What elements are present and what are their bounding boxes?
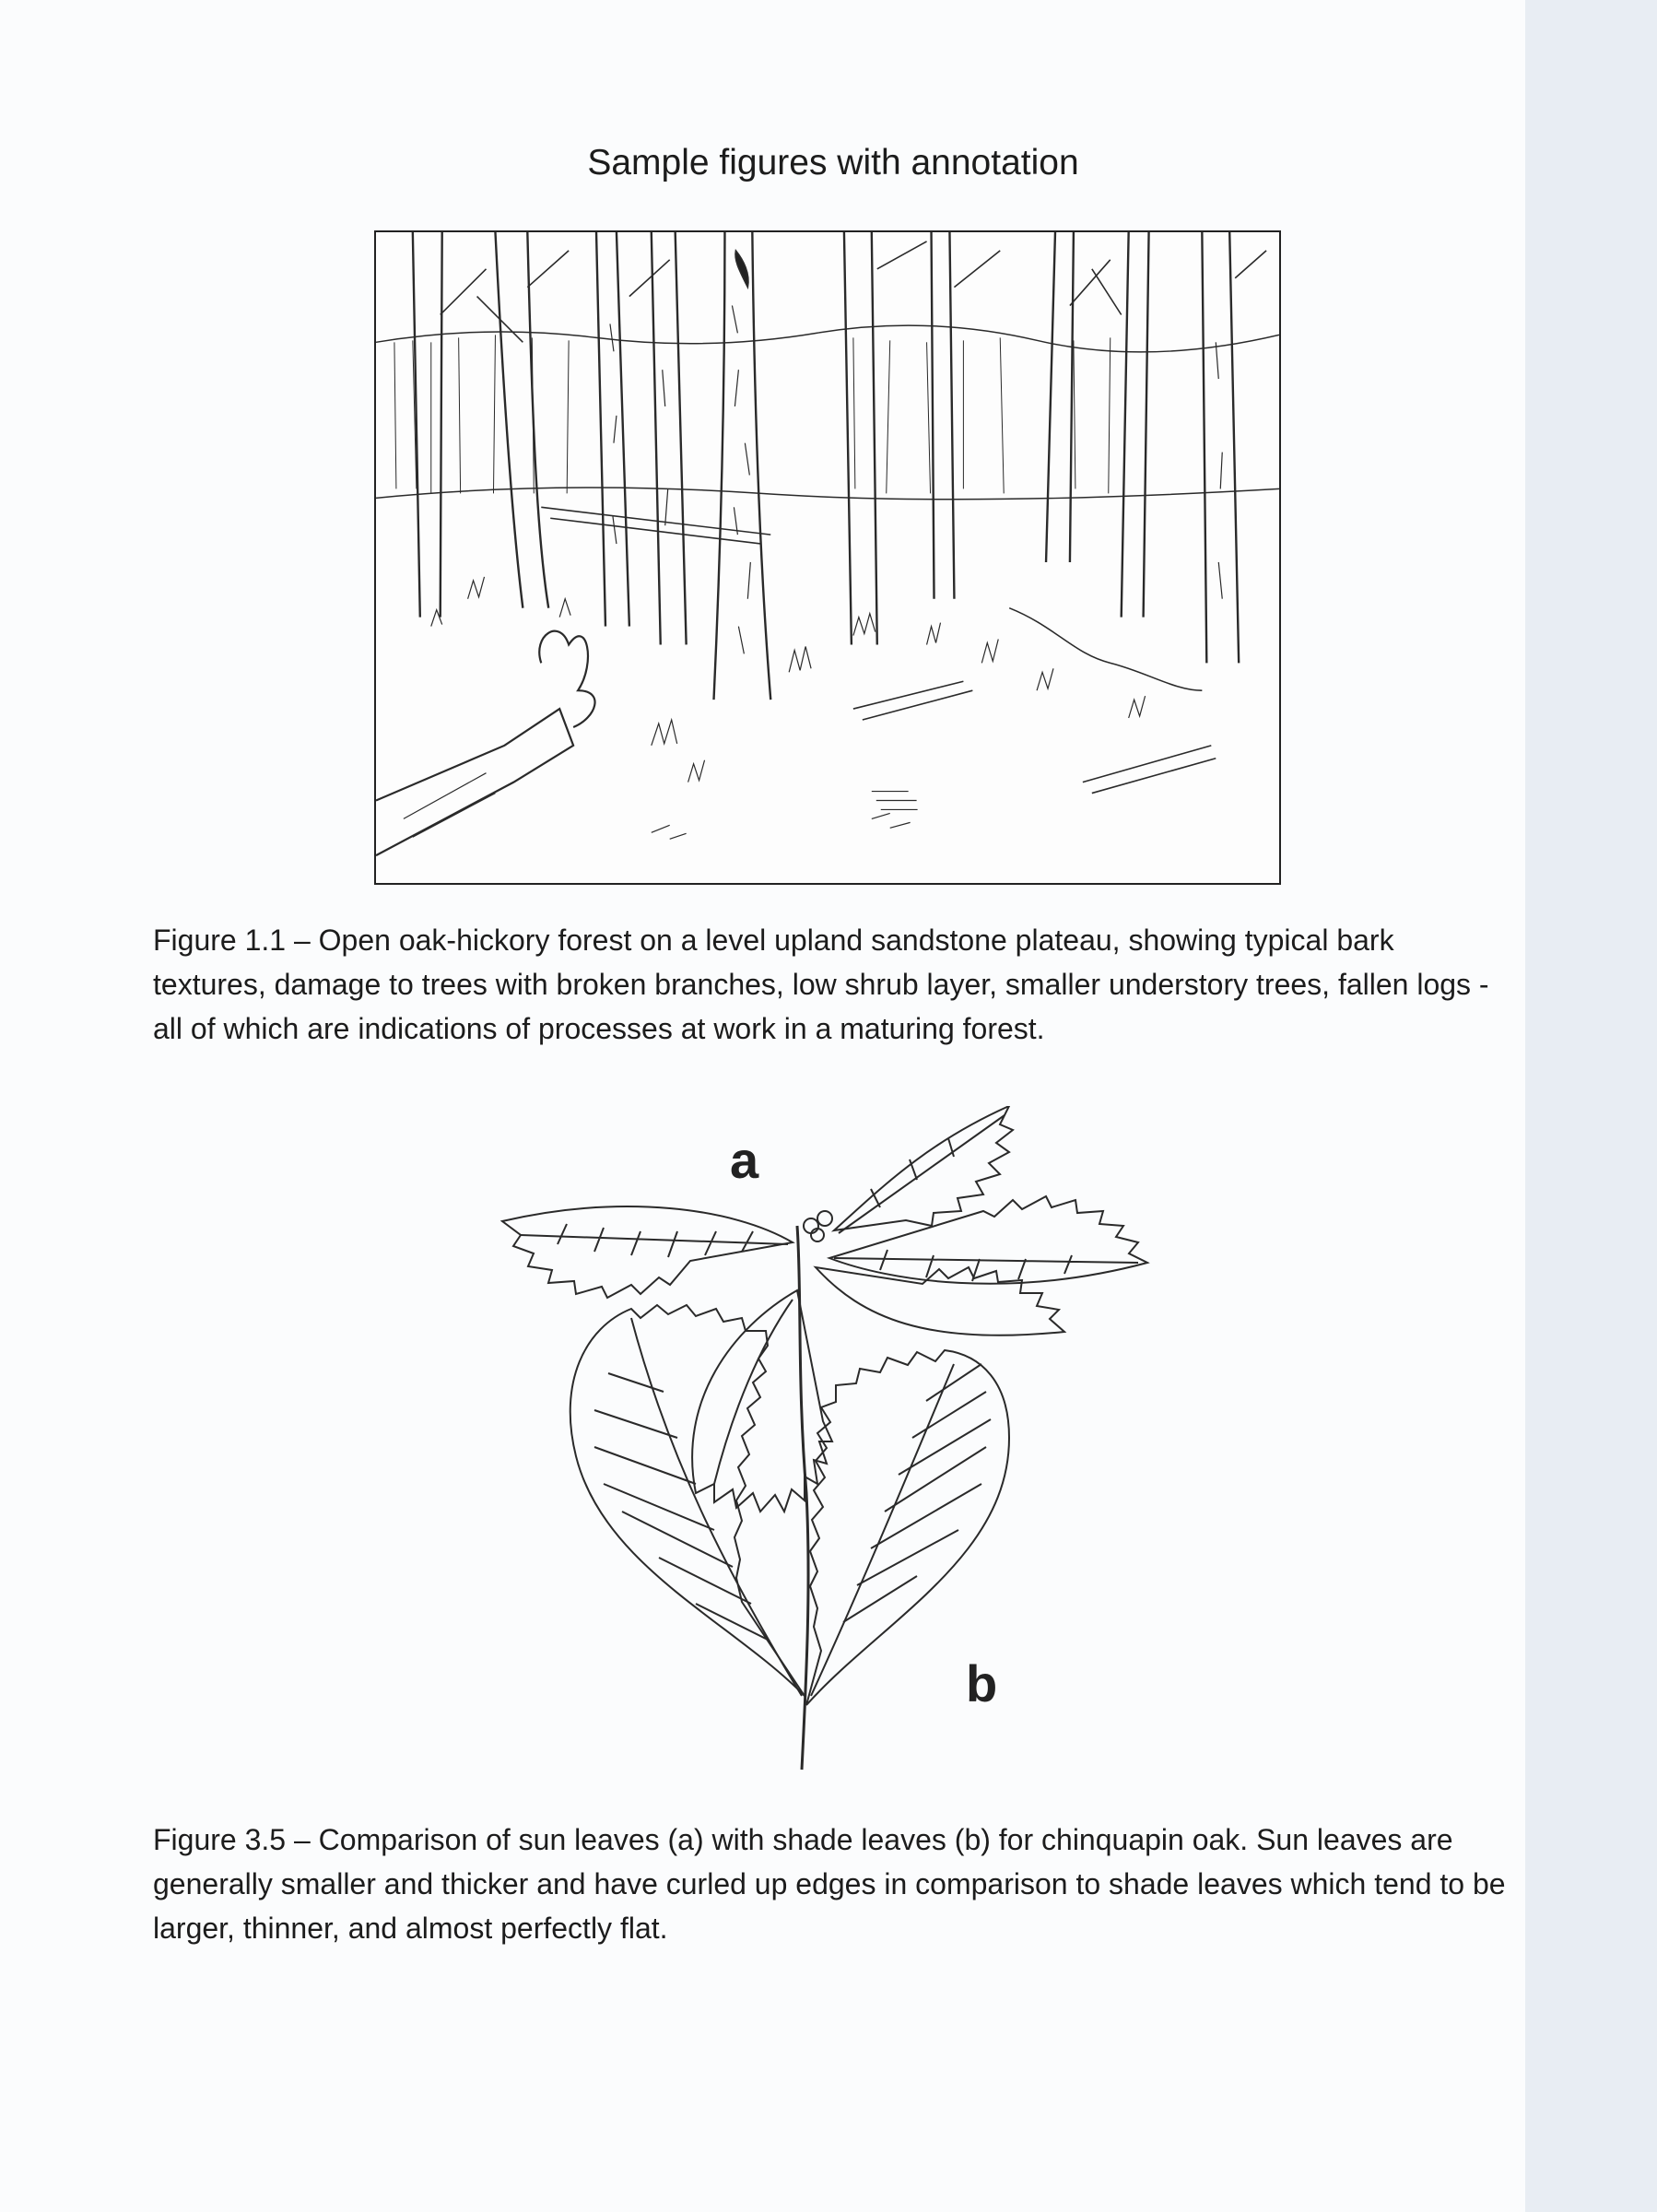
shade-leaves-label: b xyxy=(966,1654,998,1712)
leaf-illustration xyxy=(493,1106,1157,1788)
scan-edge-shadow xyxy=(1525,0,1657,2212)
forest-illustration xyxy=(374,230,1281,885)
page-title: Sample figures with annotation xyxy=(587,143,1079,182)
figure-2-caption: Figure 3.5 – Comparison of sun leaves (a) with shade leaves (b) for chinquapin oak. Sun leaves are generally smaller and thicker and have curled up edges in comparison to shade leaves which tend to be larger, thinner, and almost perfectly flat. xyxy=(153,1823,1506,1945)
figure-1-caption: Figure 1.1 – Open oak-hickory forest on a level upland sandstone plateau, showing typical bark textures, damage to trees with broken branches, low shrub layer, smaller understory trees, fallen logs - all of which are indications of processes at work in a maturing forest. xyxy=(153,924,1489,1045)
sun-leaves-label: a xyxy=(730,1131,759,1189)
